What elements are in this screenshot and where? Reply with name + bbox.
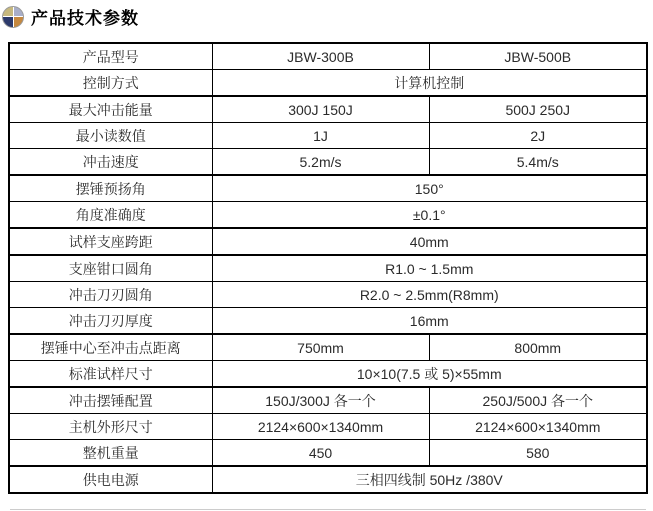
table-row	[9, 202, 647, 229]
table-row	[9, 123, 647, 149]
spec-value: 计算机控制	[212, 70, 647, 97]
table-row	[9, 334, 647, 361]
spec-value: 580	[429, 440, 647, 467]
spec-value: 5.2m/s	[212, 149, 429, 176]
spec-value: 2J	[429, 123, 647, 149]
table-row	[9, 175, 647, 202]
table-row	[9, 440, 647, 467]
spec-label: 摆锤预扬角	[9, 175, 212, 202]
spec-value: R1.0 ~ 1.5mm	[212, 255, 647, 282]
spec-label: 支座钳口圆角	[9, 255, 212, 282]
table-row	[9, 466, 647, 493]
spec-value: 150°	[212, 175, 647, 202]
spec-label: 摆锤中心至冲击点距离	[9, 334, 212, 361]
spec-value: 16mm	[212, 308, 647, 335]
spec-label: 整机重量	[9, 440, 212, 467]
spec-label: 冲击速度	[9, 149, 212, 176]
spec-value: 2124×600×1340mm	[429, 414, 647, 440]
table-row	[9, 282, 647, 308]
table-row	[9, 96, 647, 123]
spec-label: 产品型号	[9, 43, 212, 70]
table-row	[9, 255, 647, 282]
page-title: 产品技术参数	[31, 9, 139, 28]
spec-value: JBW-500B	[429, 43, 647, 70]
spec-label: 控制方式	[9, 70, 212, 97]
table-row	[9, 308, 647, 335]
spec-value: 40mm	[212, 228, 647, 255]
spec-label: 冲击刀刃圆角	[9, 282, 212, 308]
spec-table	[8, 42, 648, 494]
table-row	[9, 70, 647, 97]
spec-label: 标准试样尺寸	[9, 361, 212, 388]
spec-label: 最大冲击能量	[9, 96, 212, 123]
spec-value: 三相四线制 50Hz /380V	[212, 466, 647, 493]
spec-value: 1J	[212, 123, 429, 149]
quadrant-pie-icon	[2, 6, 24, 28]
spec-value: 2124×600×1340mm	[212, 414, 429, 440]
spec-label: 试样支座跨距	[9, 228, 212, 255]
spec-label: 供电电源	[9, 466, 212, 493]
spec-value: R2.0 ~ 2.5mm(R8mm)	[212, 282, 647, 308]
section-header	[2, 4, 139, 29]
spec-value: 500J 250J	[429, 96, 647, 123]
spec-value: ±0.1°	[212, 202, 647, 229]
spec-label: 角度准确度	[9, 202, 212, 229]
table-bottom-shadow	[10, 509, 646, 510]
table-row	[9, 387, 647, 414]
spec-value: 150J/300J 各一个	[212, 387, 429, 414]
table-row	[9, 149, 647, 176]
table-row	[9, 414, 647, 440]
spec-value: JBW-300B	[212, 43, 429, 70]
spec-label: 冲击摆锤配置	[9, 387, 212, 414]
table-row	[9, 228, 647, 255]
spec-value: 450	[212, 440, 429, 467]
spec-value: 5.4m/s	[429, 149, 647, 176]
spec-label: 冲击刀刃厚度	[9, 308, 212, 335]
table-row	[9, 361, 647, 388]
spec-value: 250J/500J 各一个	[429, 387, 647, 414]
spec-value: 750mm	[212, 334, 429, 361]
spec-label: 主机外形尺寸	[9, 414, 212, 440]
spec-value: 10×10(7.5 或 5)×55mm	[212, 361, 647, 388]
spec-value: 800mm	[429, 334, 647, 361]
spec-value: 300J 150J	[212, 96, 429, 123]
table-row	[9, 43, 647, 70]
spec-label: 最小读数值	[9, 123, 212, 149]
